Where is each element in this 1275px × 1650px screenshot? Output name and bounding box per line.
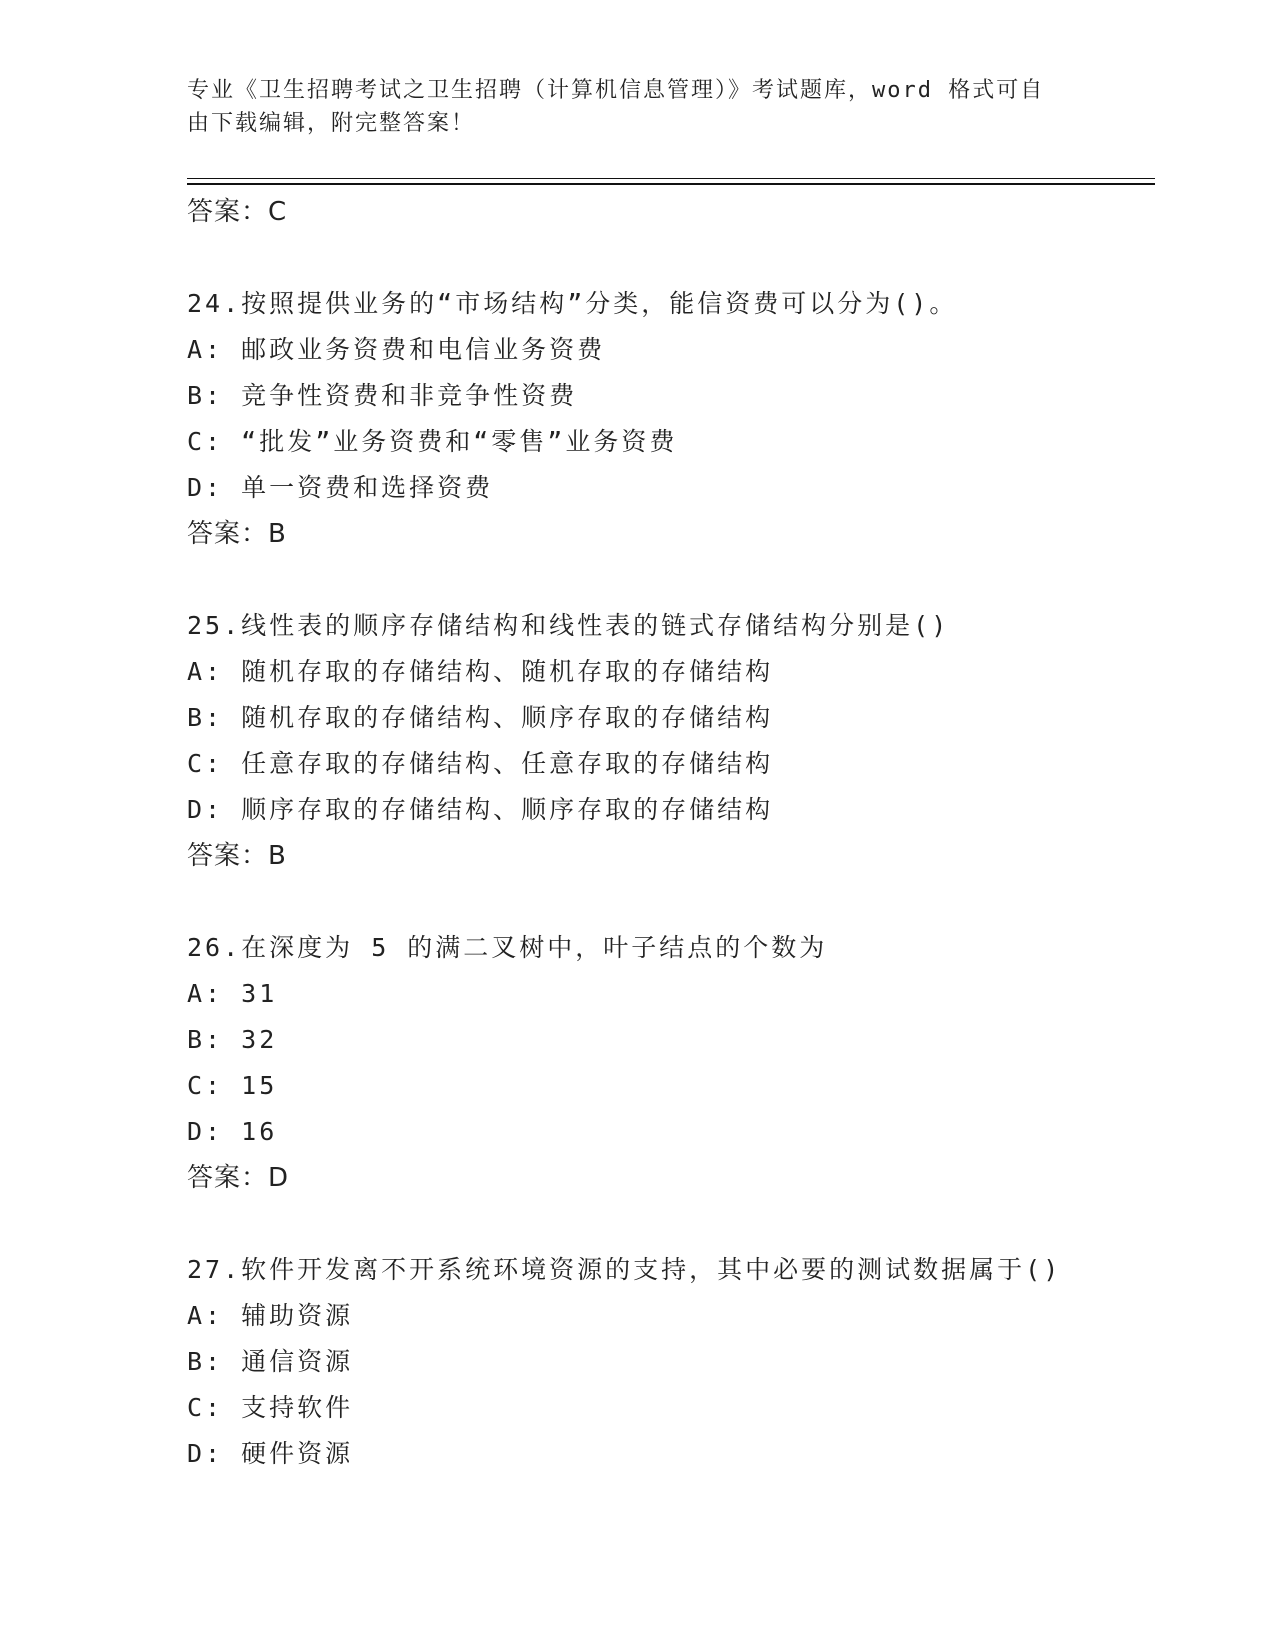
question-stem: 25.线性表的顺序存储结构和线性表的链式存储结构分别是() bbox=[187, 611, 950, 640]
option-a: A: 辅助资源 bbox=[187, 1301, 354, 1330]
question-24 bbox=[187, 281, 1147, 557]
option-b: B: 随机存取的存储结构、顺序存取的存储结构 bbox=[187, 703, 774, 732]
answer-line: 答案：C bbox=[187, 197, 288, 227]
header-divider-thin bbox=[187, 178, 1155, 179]
option-a: A: 31 bbox=[187, 979, 278, 1008]
option-c: C: 任意存取的存储结构、任意存取的存储结构 bbox=[187, 749, 774, 778]
option-d: D: 单一资费和选择资费 bbox=[187, 473, 494, 502]
question-25 bbox=[187, 603, 1147, 879]
answer-line: 答案：B bbox=[187, 841, 287, 871]
option-b: B: 竞争性资费和非竞争性资费 bbox=[187, 381, 578, 410]
option-c: C: 支持软件 bbox=[187, 1393, 354, 1422]
answer-line: 答案：B bbox=[187, 519, 287, 549]
option-d: D: 16 bbox=[187, 1117, 278, 1146]
option-c: C: “批发”业务资费和“零售”业务资费 bbox=[187, 427, 678, 456]
option-c: C: 15 bbox=[187, 1071, 278, 1100]
header-divider-thick bbox=[187, 183, 1155, 185]
question-27 bbox=[187, 1247, 1147, 1477]
option-b: B: 32 bbox=[187, 1025, 278, 1054]
option-a: A: 邮政业务资费和电信业务资费 bbox=[187, 335, 606, 364]
question-stem: 24.按照提供业务的“市场结构”分类，能信资费可以分为()。 bbox=[187, 289, 958, 318]
document-header bbox=[187, 74, 1067, 140]
question-stem: 27.软件开发离不开系统环境资源的支持，其中必要的测试数据属于() bbox=[187, 1255, 1062, 1284]
option-d: D: 顺序存取的存储结构、顺序存取的存储结构 bbox=[187, 795, 774, 824]
option-a: A: 随机存取的存储结构、随机存取的存储结构 bbox=[187, 657, 774, 686]
option-d: D: 硬件资源 bbox=[187, 1439, 354, 1468]
question-26 bbox=[187, 925, 1147, 1201]
answer-line: 答案：D bbox=[187, 1163, 290, 1193]
question-stem: 26.在深度为 5 的满二叉树中，叶子结点的个数为 bbox=[187, 933, 828, 962]
option-b: B: 通信资源 bbox=[187, 1347, 354, 1376]
header-line-1: 专业《卫生招聘考试之卫生招聘（计算机信息管理）》考试题库，word 格式可自 bbox=[187, 78, 1045, 103]
header-line-2: 由下载编辑，附完整答案！ bbox=[187, 111, 476, 136]
question-list bbox=[187, 189, 1147, 1477]
